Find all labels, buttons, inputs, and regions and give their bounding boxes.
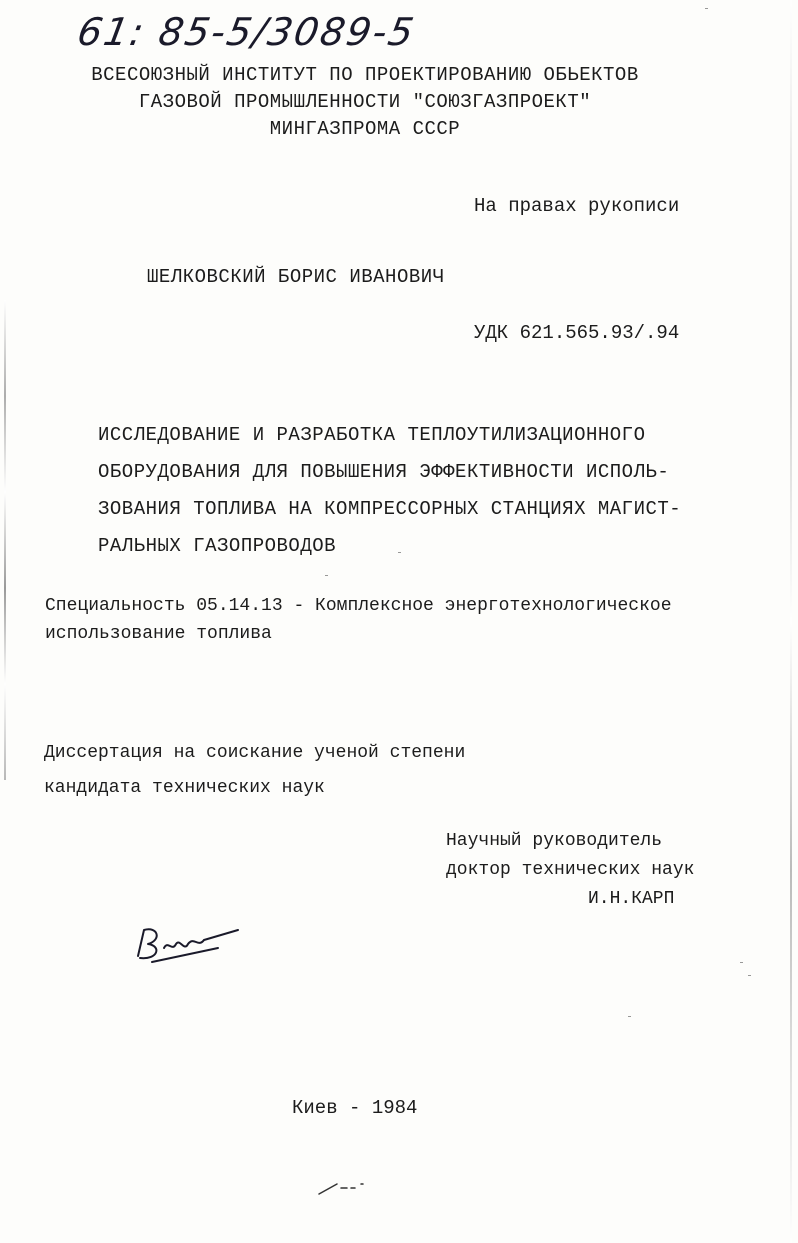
title-line: РАЛЬНЫХ ГАЗОПРОВОДОВ	[98, 535, 337, 557]
rights-note: На правах рукописи	[474, 195, 680, 217]
scan-speck	[325, 575, 328, 576]
author-name: ШЕЛКОВСКИЙ БОРИС ИВАНОВИЧ	[147, 266, 445, 288]
degree-line: кандидата технических наук	[44, 778, 325, 798]
institute-line: ГАЗОВОЙ ПРОМЫШЛЕННОСТИ "СОЮЗГАЗПРОЕКТ"	[138, 91, 592, 113]
scan-edge-left	[4, 300, 6, 780]
specialty-line: Специальность 05.14.13 - Комплексное энерготехнологическое	[45, 596, 672, 616]
degree-line: Диссертация на соискание ученой степени	[44, 743, 466, 763]
stray-pen-mark	[315, 1176, 375, 1200]
scan-speck	[748, 975, 751, 976]
scan-speck	[628, 1016, 631, 1017]
supervisor-line: Научный руководитель	[446, 831, 663, 851]
title-line: ИССЛЕДОВАНИЕ И РАЗРАБОТКА ТЕПЛОУТИЛИЗАЦИОННОГО	[98, 424, 646, 446]
title-line: ОБОРУДОВАНИЯ ДЛЯ ПОВЫШЕНИЯ ЭФФЕКТИВНОСТИ ИСПОЛЬ-	[98, 461, 670, 483]
archive-number: 61: 85-5/3089-5	[74, 10, 419, 54]
scan-speck	[398, 552, 401, 553]
institute-line: ВСЕСОЮЗНЫЙ ИНСТИТУТ ПО ПРОЕКТИРОВАНИЮ ОБЬЕКТОВ	[91, 64, 639, 86]
udc-code: УДК 621.565.93/.94	[474, 322, 680, 344]
scan-edge-right	[790, 0, 792, 1243]
supervisor-block	[446, 827, 694, 914]
specialty	[45, 592, 672, 648]
scan-speck	[705, 8, 708, 9]
specialty-line: использование топлива	[45, 624, 272, 644]
handwritten-signature	[128, 918, 248, 968]
city-year: Киев - 1984	[292, 1097, 418, 1119]
title-line: ЗОВАНИЯ ТОПЛИВА НА КОМПРЕССОРНЫХ СТАНЦИЯХ МАГИСТ-	[98, 498, 682, 520]
scan-speck	[740, 962, 743, 963]
supervisor-line: доктор технических наук	[446, 860, 695, 880]
supervisor-name: И.Н.КАРП	[588, 889, 675, 909]
institute-line: МИНГАЗПРОМА СССР	[269, 118, 461, 140]
degree-statement	[44, 736, 465, 806]
dissertation-title	[98, 417, 681, 565]
institute-header	[40, 62, 690, 143]
